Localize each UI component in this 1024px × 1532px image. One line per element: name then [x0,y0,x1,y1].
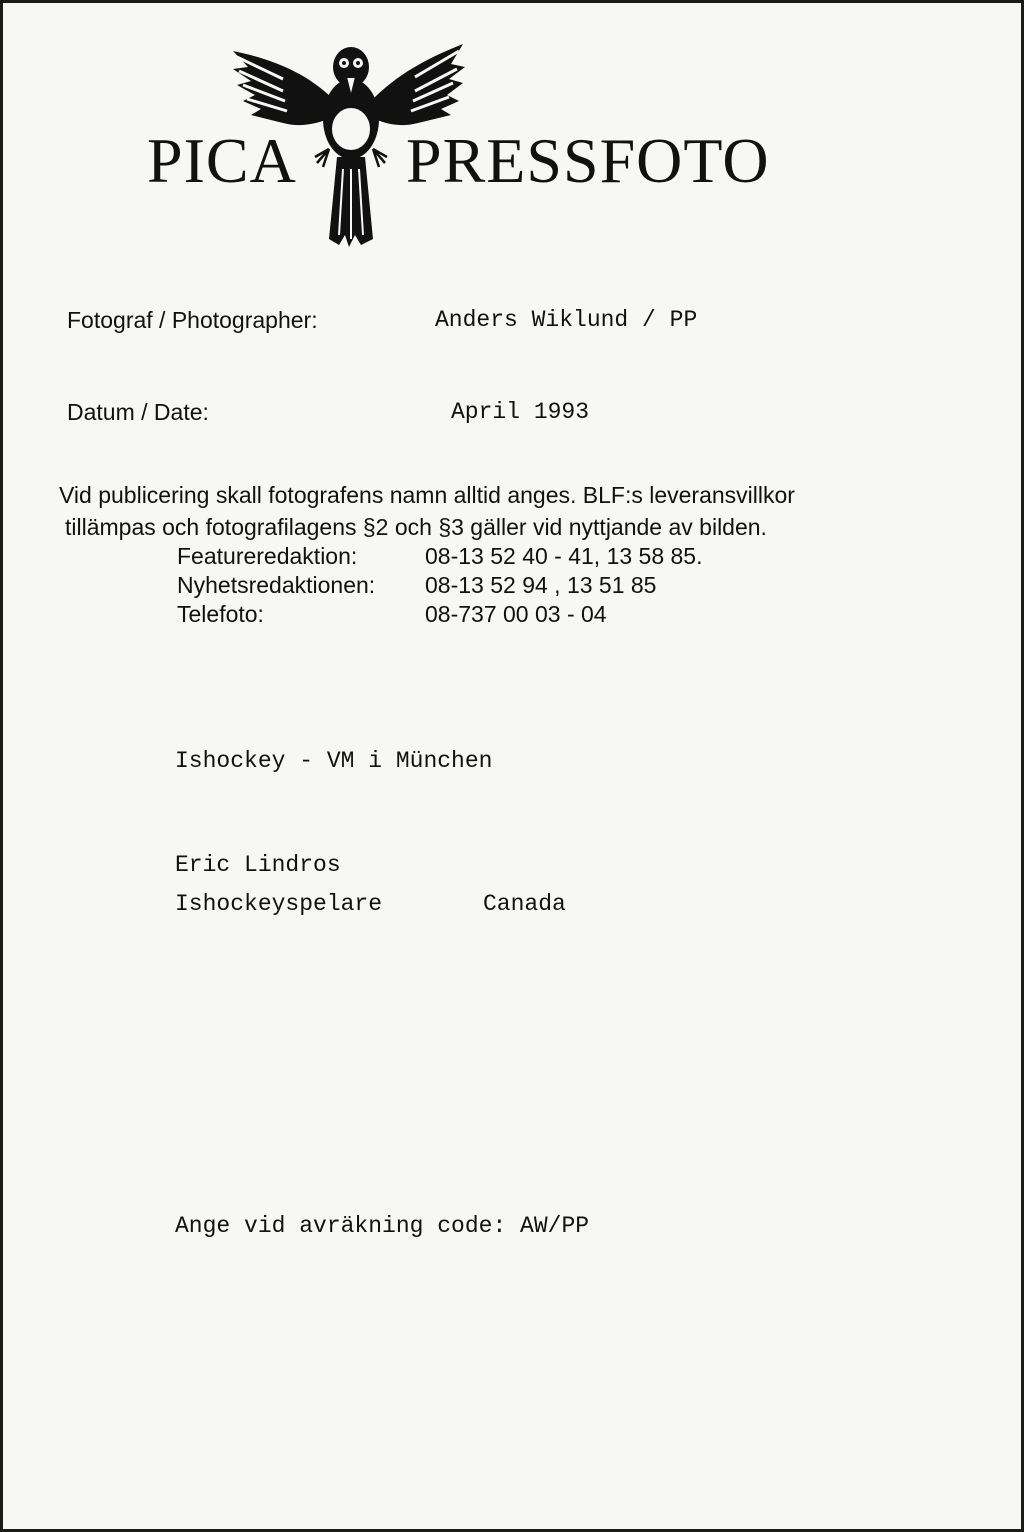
contact-value-telefoto: 08-737 00 03 - 04 [425,601,607,627]
brand-name-right: PRESSFOTO [406,125,770,196]
contact-label-feature: Featureredaktion: [177,543,358,569]
brand-name-left: PICA [147,125,297,196]
usage-notice-line-1: Vid publicering skall fotografens namn alltid anges. BLF:s leveransvillkor [59,482,795,508]
photographer-label: Fotograf / Photographer: [67,307,318,333]
billing-code: Ange vid avräkning code: AW/PP [175,1213,590,1239]
caption-country: Canada [483,891,566,917]
contact-label-news: Nyhetsredaktionen: [177,572,376,598]
contact-label-telefoto: Telefoto: [177,601,264,627]
date-label: Datum / Date: [67,399,209,425]
caption-role: Ishockeyspelare [175,891,383,917]
contact-value-news: 08-13 52 94 , 13 51 85 [425,572,657,598]
caption-name: Eric Lindros [175,852,341,878]
date-value: April 1993 [451,399,590,425]
photographer-value: Anders Wiklund / PP [435,307,698,333]
usage-notice-line-2: tillämpas och fotografilagens §2 och §3 gäller vid nyttjande av bilden. [65,514,767,540]
contact-value-feature: 08-13 52 40 - 41, 13 58 85. [425,543,703,569]
caption-event: Ishockey - VM i München [175,748,493,774]
